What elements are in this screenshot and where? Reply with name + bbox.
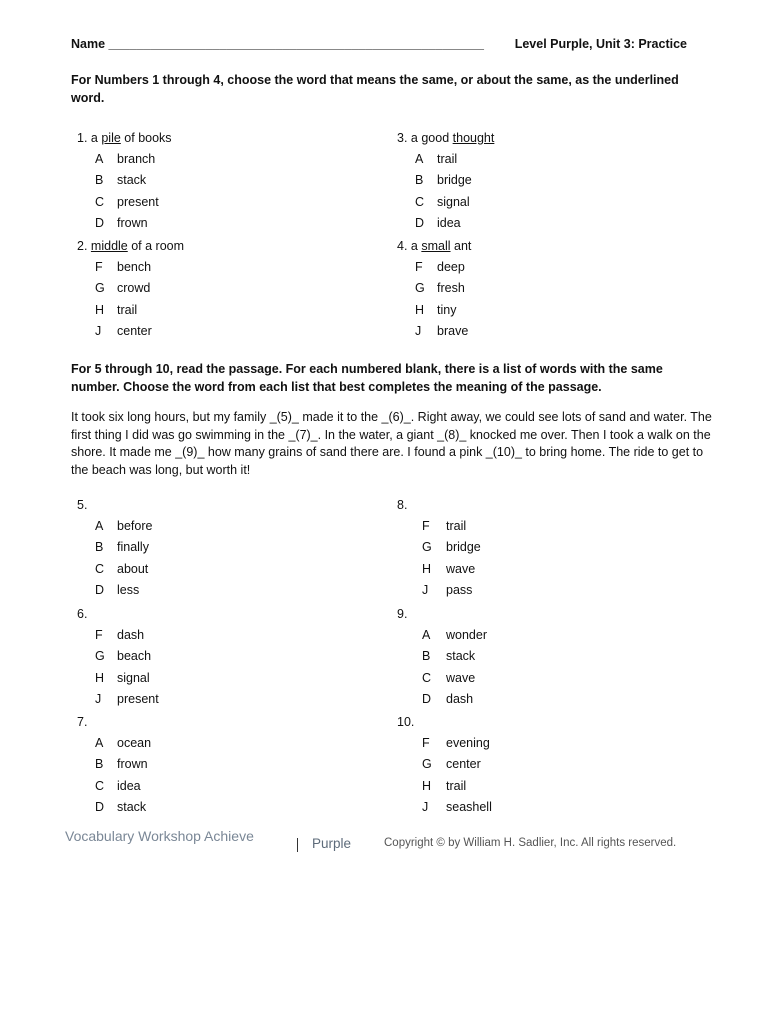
footer-copyright: Copyright © by William H. Sadlier, Inc. All rights reserved. (384, 837, 677, 849)
answer-option[interactable]: H trail (95, 303, 138, 317)
answer-option[interactable]: G beach (95, 649, 152, 663)
answer-option[interactable]: G crowd (95, 281, 151, 295)
answer-option[interactable]: B frown (95, 757, 148, 771)
answer-option[interactable]: A trail (415, 152, 458, 166)
answer-option[interactable]: J pass (422, 583, 473, 597)
level-title: Level Purple, Unit 3: Practice (514, 37, 687, 51)
question-number: 8. (397, 498, 408, 512)
answer-option[interactable]: D dash (422, 692, 474, 706)
underlined-word: thought (452, 131, 495, 145)
answer-option[interactable]: C idea (95, 779, 141, 793)
question-stem: 4. a small ant (397, 239, 472, 253)
answer-option[interactable]: A ocean (95, 736, 152, 750)
answer-option[interactable]: H tiny (415, 303, 457, 317)
answer-option[interactable]: C wave (422, 671, 476, 685)
answer-option[interactable]: C about (95, 562, 149, 576)
question-number: 7. (77, 715, 88, 729)
answer-option[interactable]: F evening (422, 736, 490, 750)
answer-option[interactable]: B stack (95, 173, 147, 187)
question-stem: 3. a good thought (397, 131, 495, 145)
answer-option[interactable]: A before (95, 519, 153, 533)
answer-option[interactable]: J present (95, 692, 159, 706)
answer-option[interactable]: D less (95, 583, 140, 597)
answer-option[interactable]: H signal (95, 671, 150, 685)
answer-option[interactable]: A branch (95, 152, 156, 166)
name-line: Name ______________________________________________________ (71, 37, 484, 51)
part2-instructions: For 5 through 10, read the passage. For each numbered blank, there is a list of words with the same number. Choose the word from each list that best completes the meaning of the passage. (71, 362, 663, 394)
underlined-word: small (421, 239, 451, 253)
footer-brand: Vocabulary Workshop Achieve (65, 828, 254, 844)
question-number: 6. (77, 607, 88, 621)
answer-option[interactable]: B finally (95, 540, 149, 554)
underlined-word: middle (90, 239, 128, 253)
answer-option[interactable]: F trail (422, 519, 467, 533)
question-stem: 2. middle of a room (77, 239, 185, 253)
answer-option[interactable]: H wave (422, 562, 476, 576)
answer-option[interactable]: J seashell (422, 800, 492, 814)
question-number: 9. (397, 607, 408, 621)
answer-option[interactable]: D stack (95, 800, 147, 814)
underlined-word: pile (101, 131, 121, 145)
question-stem: 1. a pile of books (77, 131, 172, 145)
answer-option[interactable]: F dash (95, 628, 145, 642)
answer-option[interactable]: C present (95, 195, 159, 209)
answer-option[interactable]: F deep (415, 260, 465, 274)
answer-option[interactable]: J brave (415, 324, 469, 338)
question-number: 5. (77, 498, 88, 512)
answer-option[interactable]: D frown (95, 216, 148, 230)
part1-instructions: For Numbers 1 through 4, choose the word that means the same, or about the same, as the underlined word. (71, 73, 679, 105)
answer-option[interactable]: G fresh (415, 281, 465, 295)
answer-option[interactable]: B bridge (415, 173, 472, 187)
answer-option[interactable]: C signal (415, 195, 470, 209)
answer-option[interactable]: B stack (422, 649, 476, 663)
answer-option[interactable]: A wonder (422, 628, 487, 642)
answer-option[interactable]: G center (422, 757, 481, 771)
reading-passage: It took six long hours, but my family _(5)_ made it to the _(6)_. Right away, we could see lots of sand and water. The first thing I did was go swimming in the _(7)_. In the water, a giant _(8)_ knocked me over. Then I took a walk on the shore. It made me _(9)_ how many grains of sand there are. I found a pink _(10)_ to bring home. The ride to get to the beach was long, but worth it! (71, 410, 712, 477)
footer-divider (297, 838, 298, 852)
answer-option[interactable]: D idea (415, 216, 461, 230)
answer-option[interactable]: F bench (95, 260, 152, 274)
answer-option[interactable]: G bridge (422, 540, 481, 554)
footer-level: Purple (312, 836, 352, 851)
answer-option[interactable]: J center (95, 324, 152, 338)
answer-option[interactable]: H trail (422, 779, 467, 793)
question-number: 10. (397, 715, 415, 729)
